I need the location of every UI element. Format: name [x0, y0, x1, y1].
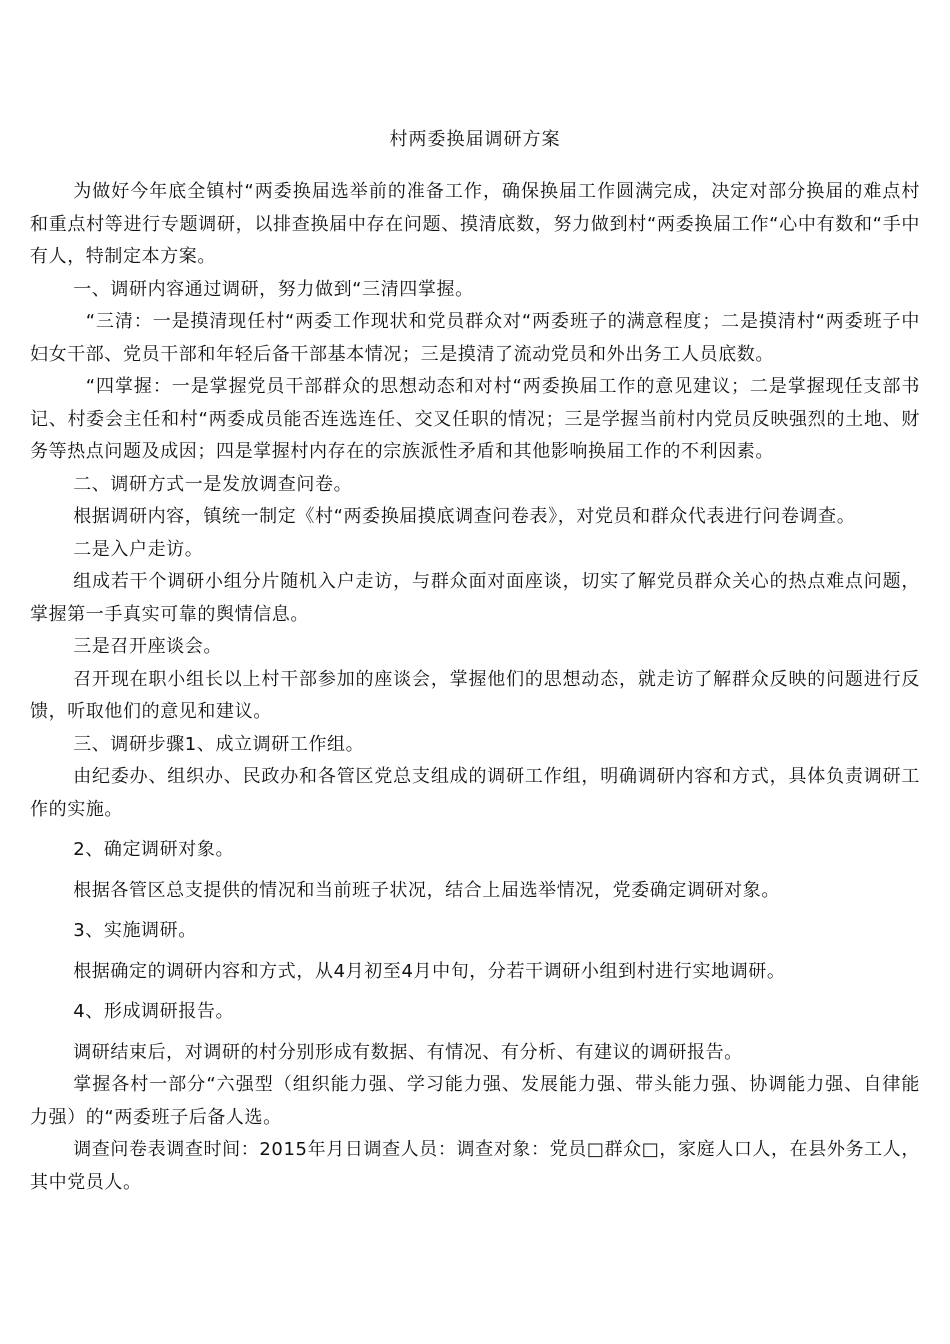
paragraph-reserve-candidates: 掌握各村一部分“六强型（组织能力强、学习能力强、发展能力强、带头能力强、协调能力强、自律能力强）的“两委班子后备人选。 [30, 1074, 920, 1128]
paragraph-questionnaire: 根据调研内容，镇统一制定《村“两委换届摸底调查问卷表》，对党员和群众代表进行问卷调查。 [73, 506, 856, 527]
paragraph-four-masters: “四掌握：一是掌握党员干部群众的思想动态和对村“两委换届工作的意见建议；二是掌握现任支部书记、村委会主任和村“两委成员能否连选连任、交叉任职的情况；三是学握当前村内党员反映强烈的土地、财务等热点问题及成因；四是掌握村内存在的宗族派性矛盾和其他影响换届工作的不利因素。 [30, 376, 920, 462]
heading-research-report: 4、形成调研报告。 [73, 1001, 235, 1022]
paragraph-implement-research: 根据确定的调研内容和方式，从4月初至4月中旬，分若干调研小组到村进行实地调研。 [73, 960, 786, 982]
paragraph-questionnaire-form: 调查问卷表调查时间：2015年月日调查人员：调查对象：党员□群众□，家庭人口人，在县外务工人，其中党员人。 [30, 1139, 920, 1193]
paragraph-intro: 为做好今年底全镇村“两委换届选举前的准备工作，确保换届工作圆满完成，决定对部分换届的难点村和重点村等进行专题调研，以排查换届中存在问题、摸清底数，努力做到村“两委换届工作“心中有数和“手中有人，特制定本方案。 [30, 181, 920, 267]
paragraph-symposium: 召开现在职小组长以上村干部参加的座谈会，掌握他们的思想动态，就走访了解群众反映的问题进行反馈，听取他们的意见和建议。 [30, 668, 920, 722]
paragraph-three-clears: “三清：一是摸清现任村“两委工作现状和党员群众对“两委班子的满意程度；二是摸清村“两委班子中妇女干部、党员干部和年轻后备干部基本情况；三是摸清了流动党员和外出务工人员底数。 [30, 311, 920, 365]
heading-determine-objects: 2、确定调研对象。 [73, 839, 235, 860]
heading-implement-research: 3、实施调研。 [73, 920, 197, 941]
paragraph-research-report: 调研结束后，对调研的村分别形成有数据、有情况、有分析、有建议的调研报告。 [73, 1041, 743, 1063]
paragraph-home-visit: 组成若干个调研小组分片随机入户走访，与群众面对面座谈，切实了解党员群众关心的热点难点问题，掌握第一手真实可靠的舆情信息。 [30, 571, 920, 625]
heading-research-method: 二、调研方式一是发放调查问卷。 [73, 473, 353, 495]
heading-symposium: 三是召开座谈会。 [73, 636, 222, 657]
paragraph-determine-objects: 根据各管区总支提供的情况和当前班子状况，结合上届选举情况，党委确定调研对象。 [73, 879, 780, 901]
heading-research-content: 一、调研内容通过调研，努力做到“三清四掌握。 [73, 278, 474, 300]
heading-research-steps: 三、调研步骤1、成立调研工作组。 [73, 733, 365, 755]
document-body [30, 176, 920, 1199]
paragraph-working-group: 由纪委办、组织办、民政办和各管区党总支组成的调研工作组，明确调研内容和方式，具体负责调研工作的实施。 [30, 766, 920, 820]
heading-home-visit: 二是入户走访。 [73, 538, 204, 560]
document-title: 村两委换届调研方案 [389, 129, 561, 150]
